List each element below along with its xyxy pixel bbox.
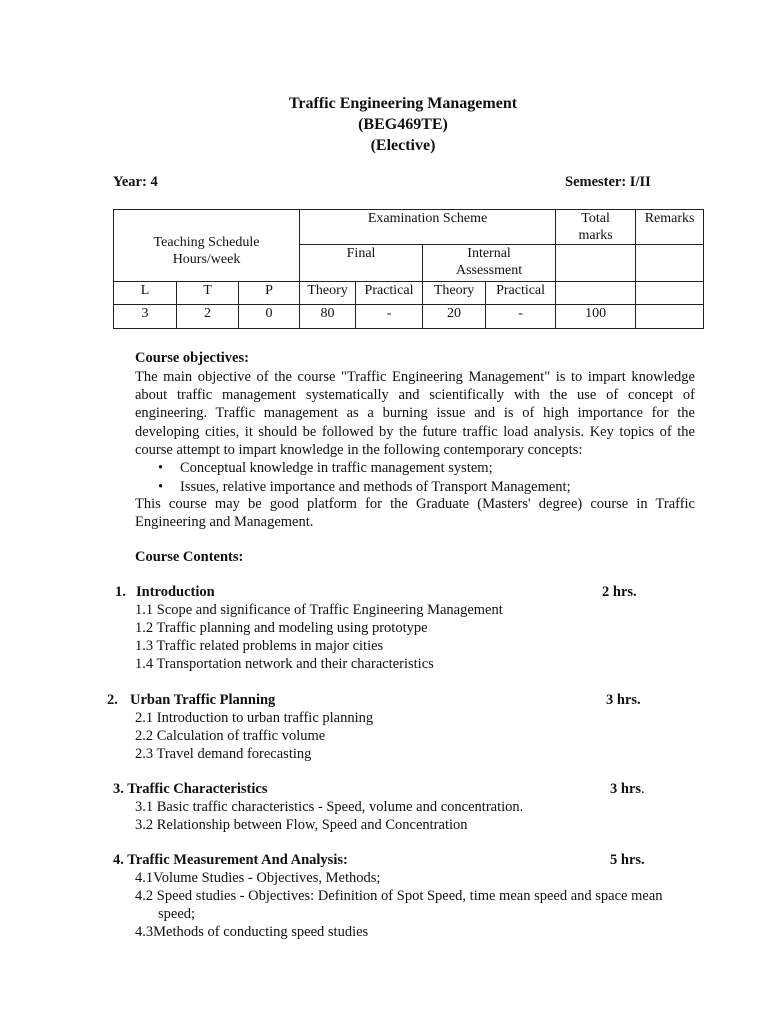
hours-week-label: Hours/week bbox=[172, 251, 241, 267]
list-item: 1.1 Scope and significance of Traffic Engineering Management bbox=[135, 602, 503, 618]
closing-paragraph bbox=[135, 495, 695, 531]
teaching-schedule-label: Teaching Schedule bbox=[153, 234, 260, 250]
internal-label: Internal bbox=[467, 246, 511, 261]
total-label: Total bbox=[581, 211, 610, 226]
section-1-hours: 2 hrs. bbox=[602, 584, 637, 600]
list-item: • Issues, relative importance and methods of Transport Management; bbox=[135, 478, 571, 497]
list-item: 3.1 Basic traffic characteristics - Speed, volume and concentration. bbox=[135, 799, 524, 815]
value-p: 0 bbox=[239, 305, 300, 329]
semester-label: Semester: I/II bbox=[565, 174, 651, 190]
remarks-header: Remarks bbox=[636, 210, 704, 245]
list-item: 2.3 Travel demand forecasting bbox=[135, 746, 312, 762]
section-3-hours-wrap bbox=[610, 781, 645, 798]
col-internal-practical: Practical bbox=[486, 282, 556, 305]
objectives-heading: Course objectives: bbox=[135, 350, 249, 366]
col-p: P bbox=[239, 282, 300, 305]
contents-heading: Course Contents: bbox=[135, 549, 244, 565]
col-final-theory: Theory bbox=[300, 282, 356, 305]
list-item: 4.1Volume Studies - Objectives, Methods; bbox=[135, 870, 381, 886]
section-4-title: 4. Traffic Measurement And Analysis: bbox=[113, 852, 348, 868]
list-item: 1.3 Traffic related problems in major cities bbox=[135, 638, 384, 654]
empty-cell bbox=[556, 245, 636, 282]
course-code: (BEG469TE) bbox=[358, 116, 448, 133]
section-2-title: Urban Traffic Planning bbox=[130, 692, 276, 708]
list-item: 4.2 Speed studies - Objectives: Definition of Spot Speed, time mean speed and space mean bbox=[135, 888, 663, 904]
list-item: 4.3Methods of conducting speed studies bbox=[135, 924, 369, 940]
objectives-paragraph bbox=[135, 368, 695, 459]
value-internal-practical: - bbox=[486, 305, 556, 329]
section-3-title: 3. Traffic Characteristics bbox=[113, 781, 268, 797]
section-3-list bbox=[135, 798, 523, 834]
schedule-table bbox=[113, 209, 704, 329]
section-2-hours: 3 hrs. bbox=[606, 692, 641, 708]
list-item: 1.2 Traffic planning and modeling using prototype bbox=[135, 620, 428, 636]
value-l: 3 bbox=[114, 305, 177, 329]
value-final-theory: 80 bbox=[300, 305, 356, 329]
list-item: 2.1 Introduction to urban traffic planning bbox=[135, 710, 374, 726]
objectives-line: The main objective of the course "Traffic Engineering Management" is to impart knowledge bbox=[135, 369, 695, 385]
section-3-hours-dot: . bbox=[641, 781, 645, 797]
empty-cell bbox=[636, 282, 704, 305]
col-l: L bbox=[114, 282, 177, 305]
internal-assessment-header bbox=[423, 245, 556, 282]
objectives-line: course attempt to impart knowledge in the following contemporary concepts: bbox=[135, 441, 583, 458]
list-item: 3.2 Relationship between Flow, Speed and Concentration bbox=[135, 817, 468, 833]
objectives-line: developing cities, it should be followed by the future traffic load analysis. Key topics of the bbox=[135, 423, 695, 440]
list-item: • Conceptual knowledge in traffic management system; bbox=[135, 459, 571, 478]
closing-line: Engineering and Management. bbox=[135, 514, 314, 531]
year-label: Year: 4 bbox=[113, 174, 158, 190]
section-3-hours: 3 hrs bbox=[610, 781, 642, 797]
exam-scheme-header: Examination Scheme bbox=[300, 210, 556, 245]
empty-cell bbox=[556, 282, 636, 305]
value-remarks bbox=[636, 305, 704, 329]
marks-label: marks bbox=[578, 228, 613, 243]
section-1-title: Introduction bbox=[136, 584, 215, 600]
final-header: Final bbox=[300, 245, 423, 282]
section-2-list bbox=[135, 709, 373, 763]
objectives-bullet-list bbox=[135, 459, 571, 496]
page-title: Traffic Engineering Management bbox=[288, 95, 518, 112]
section-1-list bbox=[135, 601, 503, 673]
list-item: speed; bbox=[158, 906, 196, 922]
course-type: (Elective) bbox=[370, 137, 436, 154]
section-4-hours: 5 hrs. bbox=[610, 852, 645, 868]
col-final-practical: Practical bbox=[356, 282, 423, 305]
teaching-schedule-cell bbox=[114, 210, 300, 282]
closing-line: This course may be good platform for the Graduate (Masters' degree) course in Traffic bbox=[135, 496, 695, 512]
list-item: 2.2 Calculation of traffic volume bbox=[135, 728, 326, 744]
value-final-practical: - bbox=[356, 305, 423, 329]
total-marks-header bbox=[556, 210, 636, 245]
table-row bbox=[114, 305, 704, 329]
value-internal-theory: 20 bbox=[423, 305, 486, 329]
col-internal-theory: Theory bbox=[423, 282, 486, 305]
value-t: 2 bbox=[177, 305, 239, 329]
objectives-line: engineering. Traffic management as a burning issue and is of high importance for the bbox=[135, 405, 695, 422]
section-1-number: 1. bbox=[115, 584, 126, 600]
value-total: 100 bbox=[556, 305, 636, 329]
empty-cell bbox=[636, 245, 704, 282]
col-t: T bbox=[177, 282, 239, 305]
assessment-label: Assessment bbox=[455, 263, 523, 278]
section-4-list bbox=[135, 869, 663, 941]
list-item: 1.4 Transportation network and their characteristics bbox=[135, 656, 434, 672]
section-2-number: 2. bbox=[107, 692, 118, 708]
objectives-line: about traffic management systematically and scientifically with the use of concept of bbox=[135, 387, 695, 404]
